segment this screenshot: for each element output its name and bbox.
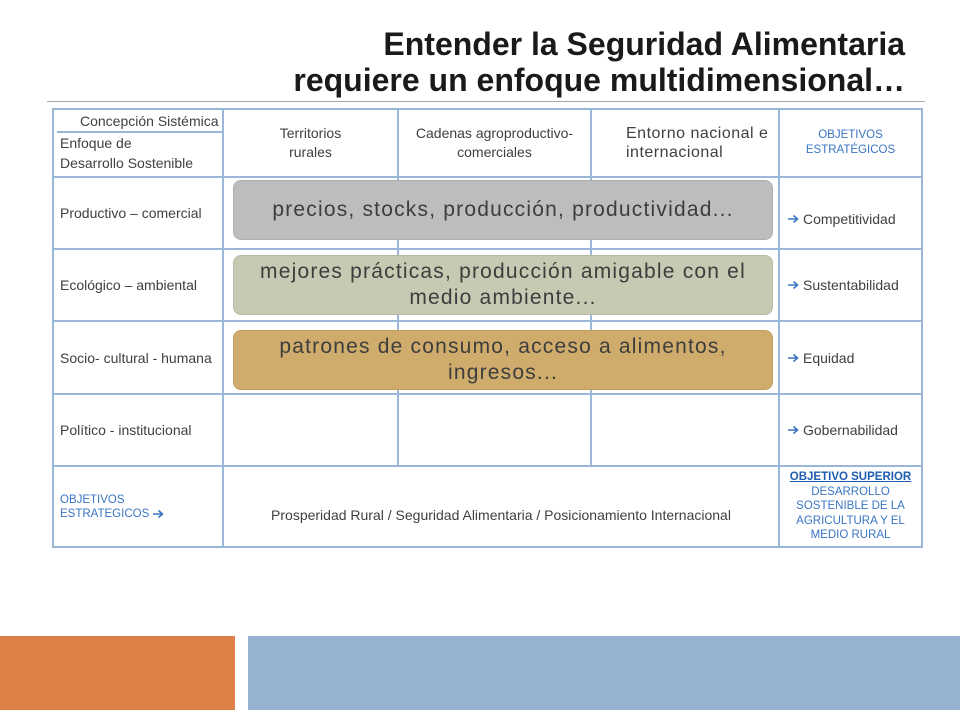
arrow-right-icon — [788, 353, 799, 363]
objective-label: Competitividad — [803, 211, 896, 227]
footer-left-line: OBJETIVOS — [60, 493, 125, 506]
objetivo-superior-line: DESARROLLO — [811, 485, 890, 498]
column-header-line: Territorios — [279, 125, 342, 141]
footer-center-statement: Prosperidad Rural / Seguridad Alimentaria / Posicionamiento Internacional — [271, 506, 731, 523]
objetivo-superior-line: MEDIO RURAL — [810, 529, 891, 542]
objective-gobernabilidad — [780, 395, 921, 465]
column-header-cadenas — [399, 110, 590, 176]
footer-objetivos-estrategicos — [54, 467, 222, 546]
objective-equidad — [780, 322, 921, 393]
objective-label: Sustentabilidad — [803, 277, 899, 293]
callout-text: precios, stocks, producción, productividad... — [272, 198, 734, 221]
objective-sustentabilidad — [780, 250, 921, 320]
corner-header-line: Desarrollo Sostenible — [60, 155, 194, 171]
corner-header-top: Concepción Sistémica — [80, 113, 219, 129]
arrow-right-icon — [788, 280, 799, 290]
title-divider — [47, 101, 925, 102]
arrow-right-icon — [153, 509, 164, 519]
table-gridline — [921, 108, 923, 548]
title-line-1: Entender la Seguridad Alimentaria — [383, 26, 905, 62]
corner-header-line: Enfoque de — [60, 135, 132, 151]
column-header-line: Entorno nacional e — [626, 125, 769, 142]
objective-competitividad — [780, 178, 921, 248]
row-label-productivo: Productivo – comercial — [60, 205, 202, 221]
column-header-line: internacional — [626, 144, 724, 161]
objetivo-superior-line: AGRICULTURA Y EL — [796, 514, 905, 527]
objetivo-superior-line: SOSTENIBLE DE LA — [796, 500, 905, 513]
callout-text: mejores prácticas, producción amigable con el medio ambiente... — [260, 260, 746, 309]
row-label-politico: Político - institucional — [60, 422, 192, 438]
footer-left-line-with-arrow — [60, 507, 222, 521]
row-label-ecologico: Ecológico – ambiental — [60, 277, 197, 293]
column-header-territorios — [224, 110, 397, 176]
footer-bar-orange — [0, 636, 235, 710]
column-header-line: ESTRATÉGICOS — [805, 144, 896, 156]
title-line-2: requiere un enfoque multidimensional… — [293, 62, 905, 98]
framework-table — [52, 108, 923, 548]
column-header-objetivos — [780, 110, 921, 176]
callout-text: patrones de consumo, acceso a alimentos, ingresos... — [279, 335, 727, 384]
row-label-socio-cultural: Socio- cultural - humana — [60, 349, 212, 366]
column-header-line: rurales — [289, 144, 332, 160]
slide-title — [293, 26, 905, 98]
column-header-line: OBJETIVOS — [818, 129, 883, 141]
objective-label: Equidad — [803, 349, 855, 366]
column-header-line: Cadenas agroproductivo- — [415, 125, 574, 141]
column-header-entorno — [592, 110, 778, 176]
table-gridline — [52, 546, 923, 548]
callout-productivo — [233, 180, 773, 240]
corner-header-bottom — [60, 133, 193, 173]
footer-objetivo-superior — [780, 467, 921, 546]
footer-left-line: ESTRATEGICOS — [60, 507, 150, 520]
column-header-line: comerciales — [457, 144, 532, 160]
objetivo-superior-title: OBJETIVO SUPERIOR — [789, 471, 912, 484]
objective-label: Gobernabilidad — [803, 422, 898, 438]
callout-socio-cultural — [233, 330, 773, 390]
callout-ecologico — [233, 255, 773, 315]
arrow-right-icon — [788, 425, 799, 435]
footer-bar-blue — [248, 636, 960, 710]
arrow-right-icon — [788, 214, 799, 224]
